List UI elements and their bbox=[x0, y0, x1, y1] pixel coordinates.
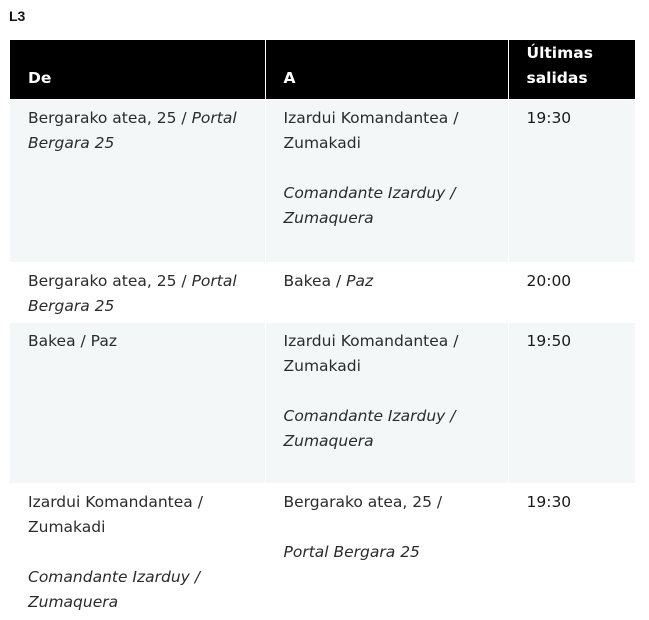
stop-basque: Bergarako atea, 25 / bbox=[28, 271, 192, 290]
stop-basque-line2: Zumakadi bbox=[283, 356, 361, 375]
cell-time: 19:30 bbox=[508, 99, 635, 262]
stop-spanish-line1: Comandante Izarduy / bbox=[283, 406, 456, 425]
cell-to bbox=[265, 322, 508, 483]
stop-basque-line1: Izardui Komandantea / bbox=[283, 108, 459, 127]
stop-name: Bakea / Paz bbox=[28, 331, 117, 350]
stop-spanish-line2: Zumaquera bbox=[283, 208, 374, 227]
header-last-departures-line1: Últimas bbox=[526, 43, 593, 62]
cell-time: 20:00 bbox=[508, 262, 635, 322]
table-row bbox=[10, 483, 635, 620]
stop-spanish: Paz bbox=[346, 271, 374, 290]
stop-spanish-line2: Zumaquera bbox=[28, 592, 119, 611]
stop-basque-line1: Izardui Komandantea / bbox=[28, 492, 203, 511]
cell-from bbox=[10, 99, 265, 262]
stop-spanish: Portal Bergara 25 bbox=[28, 271, 237, 315]
stop-basque: Bergarako atea, 25 / bbox=[283, 492, 443, 511]
stop-basque: Bakea / bbox=[283, 271, 347, 290]
cell-from bbox=[10, 483, 265, 620]
line-title: L3 bbox=[9, 8, 26, 24]
stop-basque-line1: Izardui Komandantea / bbox=[283, 331, 459, 350]
header-last-departures bbox=[508, 40, 635, 99]
cell-from bbox=[10, 322, 265, 483]
stop-spanish-line2: Zumaquera bbox=[283, 431, 374, 450]
cell-to bbox=[265, 99, 508, 262]
cell-to bbox=[265, 483, 508, 620]
header-to: A bbox=[265, 40, 508, 99]
stop-basque: Bergarako atea, 25 / bbox=[28, 108, 192, 127]
stop-spanish-line1: Comandante Izarduy / bbox=[283, 183, 456, 202]
cell-to bbox=[265, 262, 508, 322]
table-row bbox=[10, 99, 635, 262]
stop-spanish: Portal Bergara 25 bbox=[28, 108, 237, 152]
schedule-table bbox=[10, 40, 635, 620]
cell-time: 19:30 bbox=[508, 483, 635, 620]
table-row bbox=[10, 322, 635, 483]
stop-spanish: Portal Bergara 25 bbox=[283, 542, 420, 561]
header-last-departures-line2: salidas bbox=[526, 68, 588, 87]
stop-spanish-line1: Comandante Izarduy / bbox=[28, 567, 200, 586]
table-header-row bbox=[10, 40, 635, 99]
table-row bbox=[10, 262, 635, 322]
cell-from bbox=[10, 262, 265, 322]
cell-time: 19:50 bbox=[508, 322, 635, 483]
header-from: De bbox=[10, 40, 265, 99]
stop-basque-line2: Zumakadi bbox=[28, 517, 106, 536]
stop-basque-line2: Zumakadi bbox=[283, 133, 361, 152]
